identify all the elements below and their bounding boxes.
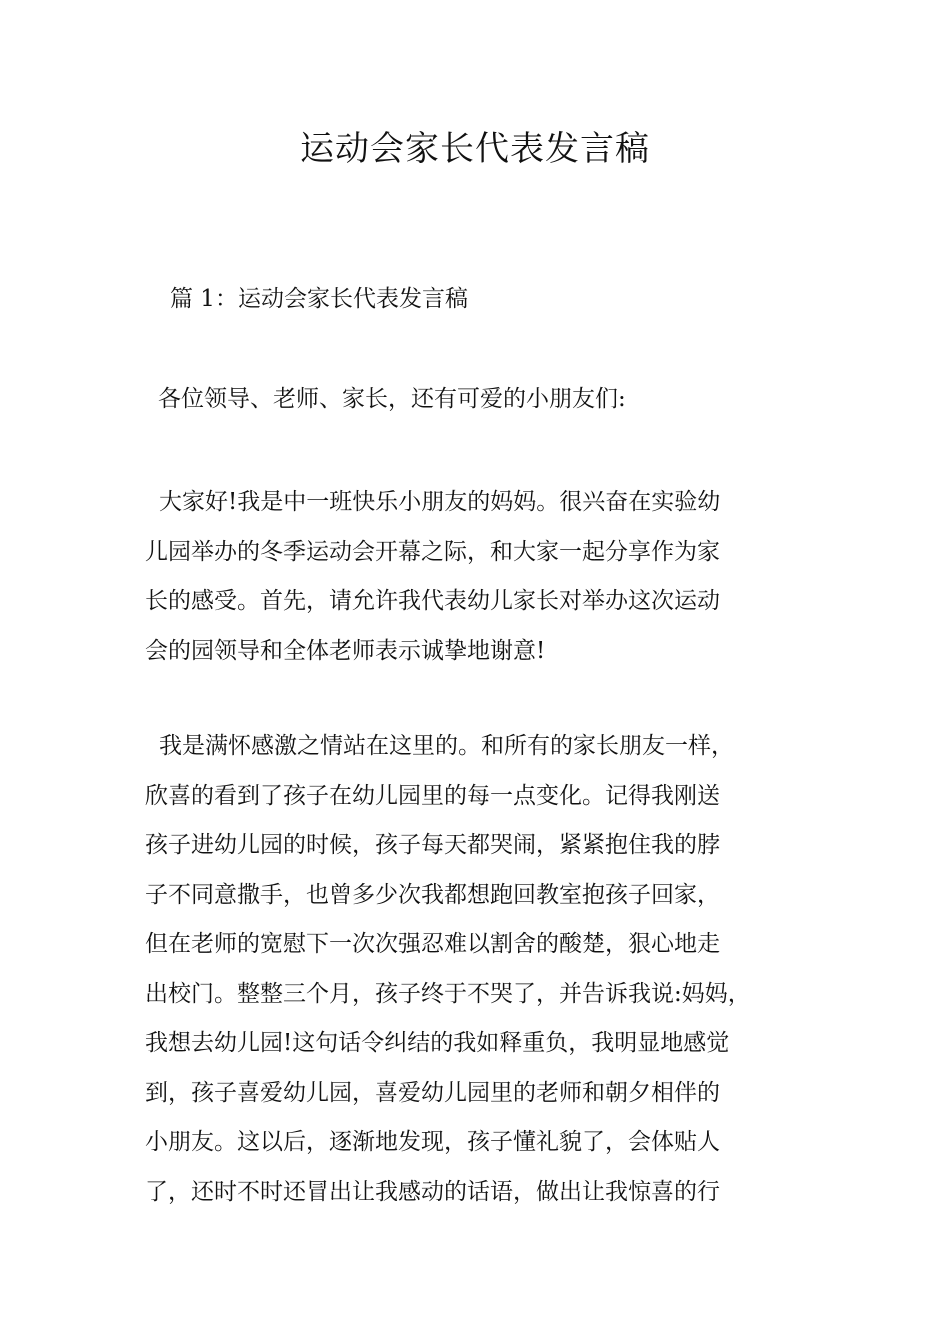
- paragraph-line: 了，还时不时还冒出让我感动的话语，做出让我惊喜的行: [145, 1178, 720, 1205]
- paragraph-line: 但在老师的宽慰下一次次强忍难以割舍的酸楚，狠心地走: [145, 931, 720, 957]
- paragraph-line: 小朋友。这以后，逐渐地发现，孩子懂礼貌了，会体贴人: [145, 1129, 720, 1155]
- paragraph-line: 我是满怀感激之情站在这里的。和所有的家长朋友一样，: [159, 733, 734, 759]
- document-title: 运动会家长代表发言稿: [300, 129, 650, 169]
- paragraph-line: 长的感受。首先，请允许我代表幼儿家长对举办这次运动: [145, 588, 720, 614]
- paragraph-line: 大家好!我是中一班快乐小朋友的妈妈。很兴奋在实验幼: [159, 489, 721, 515]
- paragraph-line: 会的园领导和全体老师表示诚挚地谢意!: [145, 637, 546, 664]
- paragraph-line: 儿园举办的冬季运动会开幕之际，和大家一起分享作为家: [145, 538, 720, 565]
- paragraph-2: [145, 722, 825, 1217]
- paragraph-1: [145, 478, 825, 676]
- paragraph-line: 子不同意撒手，也曾多少次我都想跑回教室抱孩子回家，: [145, 881, 720, 908]
- paragraph-line: 孩子进幼儿园的时候，孩子每天都哭闹，紧紧抱住我的脖: [145, 832, 720, 858]
- salutation: 各位领导、老师、家长，还有可爱的小朋友们:: [158, 386, 626, 412]
- paragraph-line: 出校门。整整三个月，孩子终于不哭了，并告诉我说:妈妈，: [145, 980, 751, 1007]
- paragraph-line: 到，孩子喜爱幼儿园，喜爱幼儿园里的老师和朝夕相伴的: [145, 1079, 720, 1106]
- paragraph-line: 我想去幼儿园!这句话令纠结的我如释重负，我明显地感觉: [145, 1030, 730, 1056]
- section-heading: 篇 1：运动会家长代表发言稿: [170, 286, 468, 312]
- paragraph-line: 欣喜的看到了孩子在幼儿园里的每一点变化。记得我刚送: [145, 782, 720, 809]
